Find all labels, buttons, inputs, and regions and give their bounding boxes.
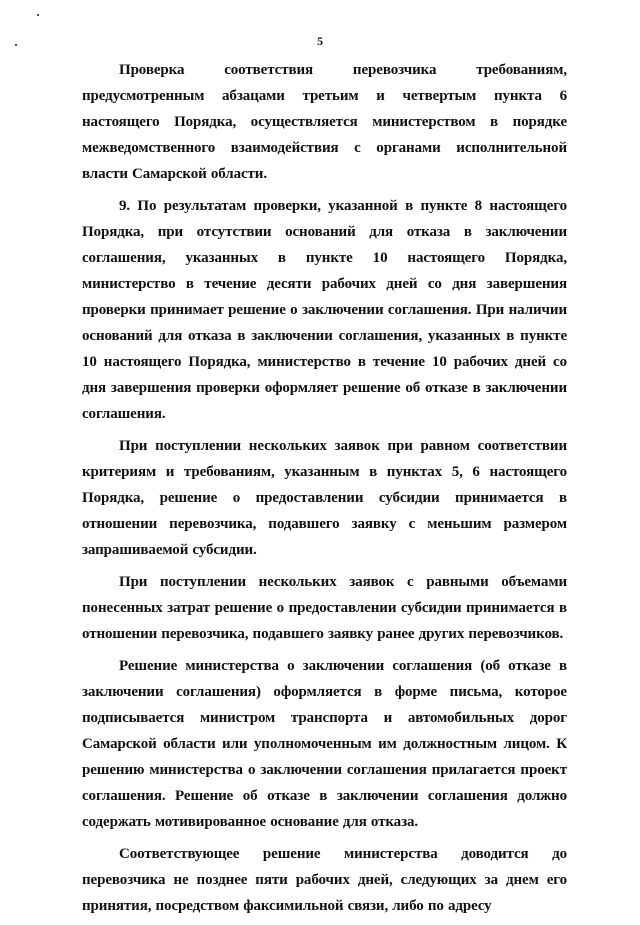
paragraph-decision-form: Решение министерства о заключении соглашения (об отказе в заключении соглашения) оформляется в форме письма, которое подписывается министром транспорта и автомобильных дорог Самарской области или уполномоченным им должностным лицом. К решению министерства о заключении соглашения прилагается проект соглашения. Решение об отказе в заключении соглашения должно содержать мотивированное основание для отказа. xyxy=(82,658,567,830)
page-number: 5 xyxy=(317,34,323,48)
paragraph-multiple-applications-costs: При поступлении нескольких заявок с равными объемами понесенных затрат решение о предоставлении субсидии принимается в отношении перевозчика, подавшего заявку ранее других перевозчиков. xyxy=(82,574,567,642)
paragraph-verification: Проверка соответствия перевозчика требованиям, предусмотренным абзацами третьим и четвертым пункта 6 настоящего Порядка, осуществляется министерством в порядке межведомственного взаимодействия с органами исполнительной власти Самарской области. xyxy=(82,62,567,182)
scan-speck xyxy=(37,14,39,16)
paragraph-multiple-applications-criteria: При поступлении нескольких заявок при равном соответствии критериям и требованиям, указанным в пунктах 5, 6 настоящего Порядка, решение о предоставлении субсидии принимается в отношении перевозчика, подавшего заявку с меньшим размером запрашиваемой субсидии. xyxy=(82,438,567,558)
paragraph-item-9: 9. По результатам проверки, указанной в пункте 8 настоящего Порядка, при отсутствии оснований для отказа в заключении соглашения, указанных в пункте 10 настоящего Порядка, министерство в течение десяти рабочих дней со дня завершения проверки принимает решение о заключении соглашения. При наличии оснований для отказа в заключении соглашения, указанных в пункте 10 настоящего Порядка, министерство в течение 10 рабочих дней со дня завершения проверки оформляет решение об отказе в заключении соглашения. xyxy=(82,198,567,422)
document-body xyxy=(82,57,567,925)
paragraph-decision-delivery: Соответствующее решение министерства доводится до перевозчика не позднее пяти рабочих дней, следующих за днем его принятия, посредством факсимильной связи, либо по адресу xyxy=(82,846,567,914)
